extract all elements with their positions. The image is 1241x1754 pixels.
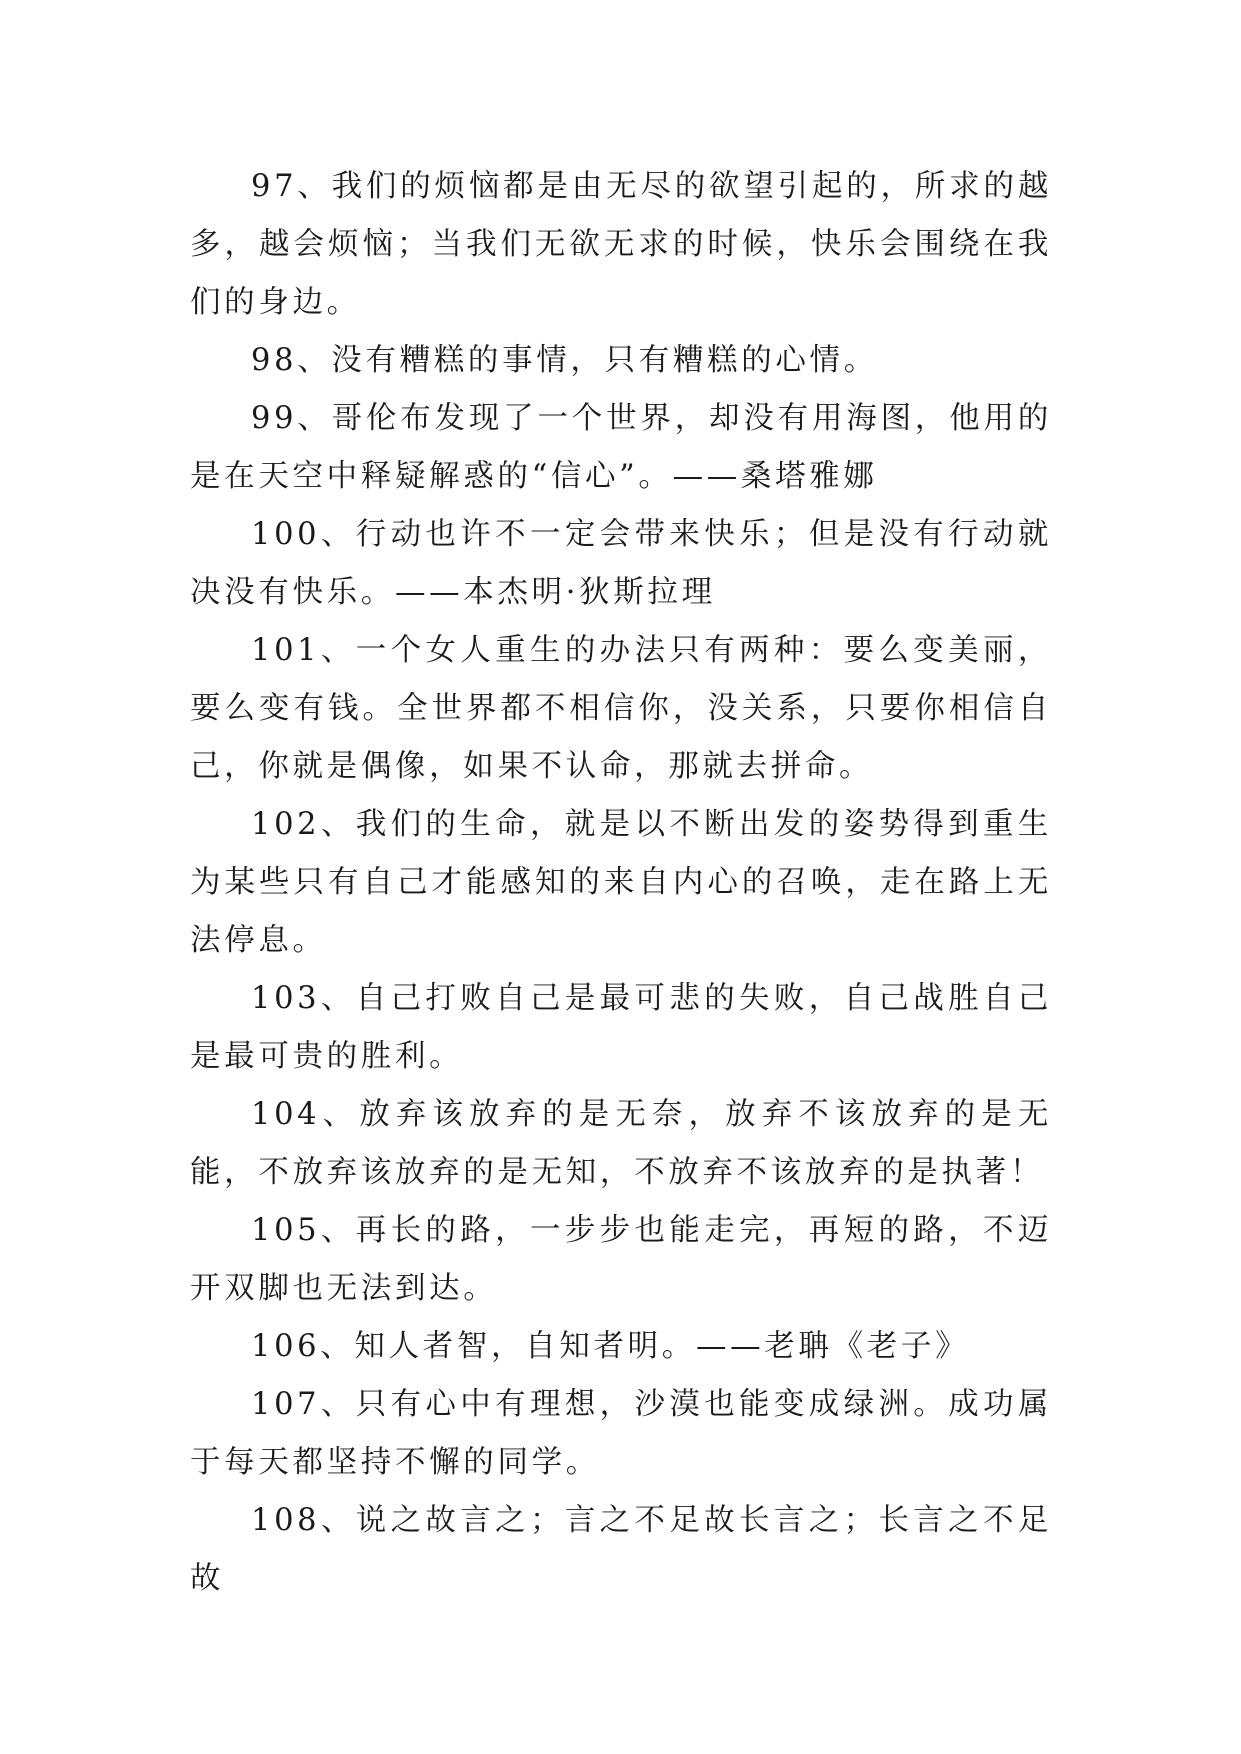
quote-paragraph-103: 103、自己打败自己是最可悲的失败，自己战胜自己是最可贵的胜利。 — [190, 981, 1052, 1074]
quote-paragraph-106: 106、知人者智，自知者明。——老聃《老子》 — [251, 1329, 970, 1364]
quote-paragraph-107: 107、只有心中有理想，沙漠也能变成绿洲。成功属于每天都坚持不懈的同学。 — [190, 1387, 1052, 1480]
document-body — [190, 158, 1052, 1608]
quote-paragraph-108: 108、说之故言之；言之不足故长言之；长言之不足故 — [190, 1503, 1052, 1596]
quote-paragraph-101: 101、一个女人重生的办法只有两种：要么变美丽，要么变有钱。全世界都不相信你，没关系，只要你相信自己，你就是偶像，如果不认命，那就去拼命。 — [190, 633, 1052, 784]
quote-paragraph-100: 100、行动也许不一定会带来快乐；但是没有行动就决没有快乐。——本杰明·狄斯拉理 — [190, 517, 1052, 610]
quote-paragraph-97: 97、我们的烦恼都是由无尽的欲望引起的，所求的越多，越会烦恼；当我们无欲无求的时候，快乐会围绕在我们的身边。 — [190, 169, 1052, 320]
quote-paragraph-98: 98、没有糟糕的事情，只有糟糕的心情。 — [251, 343, 878, 378]
quote-paragraph-105: 105、再长的路，一步步也能走完，再短的路，不迈开双脚也无法到达。 — [190, 1213, 1052, 1306]
quote-paragraph-99: 99、哥伦布发现了一个世界，却没有用海图，他用的是在天空中释疑解惑的“信心”。——桑塔雅娜 — [190, 401, 1052, 494]
quote-paragraph-102: 102、我们的生命，就是以不断出发的姿势得到重生为某些只有自己才能感知的来自内心的召唤，走在路上无法停息。 — [190, 807, 1052, 958]
quote-paragraph-104: 104、放弃该放弃的是无奈，放弃不该放弃的是无能，不放弃该放弃的是无知，不放弃不该放弃的是执著！ — [190, 1097, 1052, 1190]
